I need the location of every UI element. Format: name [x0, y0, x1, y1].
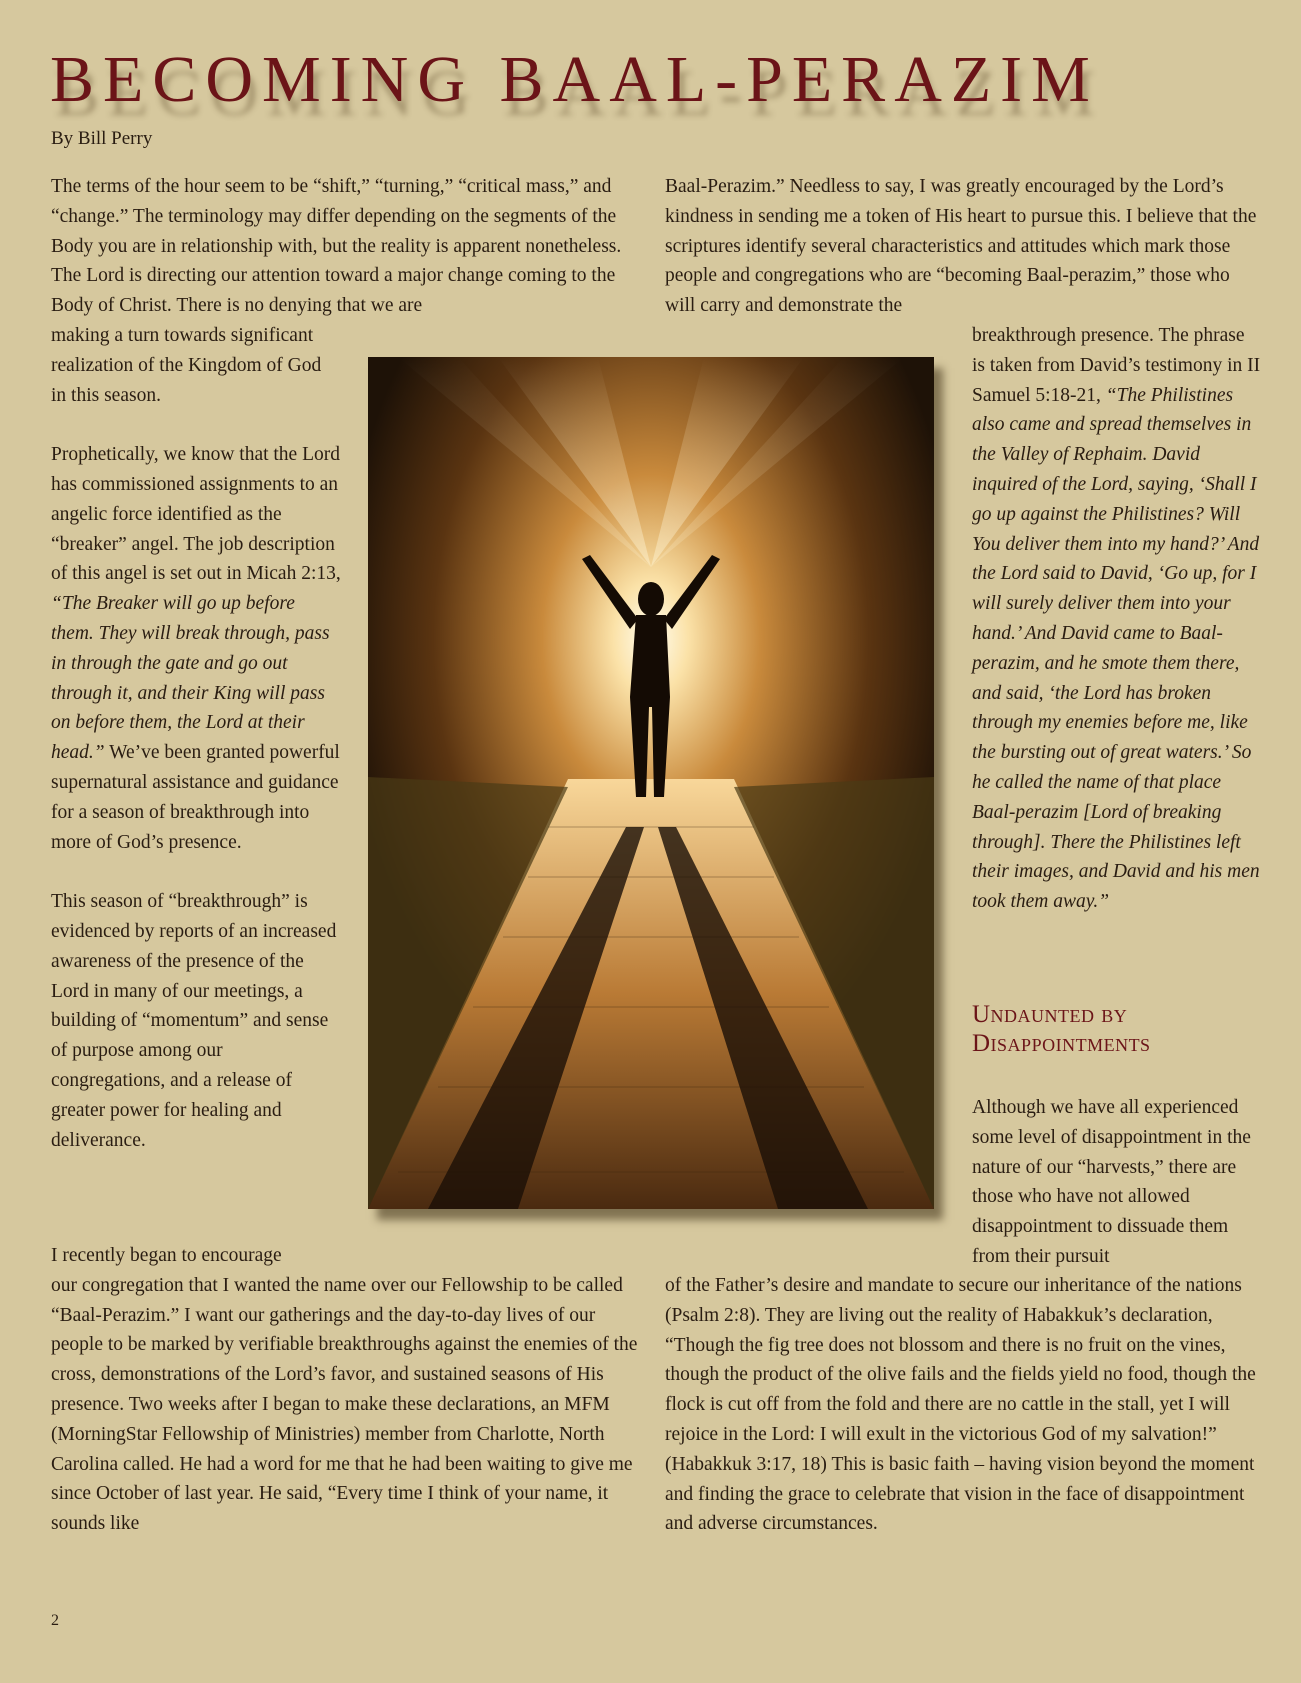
section-subheading: Undaunted by Disappointments: [972, 1001, 1151, 1057]
column-left-wrap: [51, 321, 341, 1155]
paragraph-breaker-angel: [51, 440, 341, 857]
samuel-intro: breakthrough presence. The phrase is taken from David’s testimony in II Samuel 5:18-21,: [972, 325, 1261, 406]
paragraph-breakthrough-season: This season of “breakthrough” is evidenced by reports of an increased awareness of the presence of the Lord in many of our meetings, a building of “momentum” and sense of purpose among our congregations, and a release of greater power for healing and deliverance.: [51, 891, 337, 1151]
page-number: 2: [51, 1612, 59, 1629]
paragraph-encourage: our congregation that I wanted the name over our Fellowship to be called “Baal-Perazim.” I want our gatherings and the day-to-day lives of our people to be marked by verifiable breakthroughs against the enemies of the cross, demonstrations of the Lord’s favor, and sustained seasons of His presence. Two weeks after I began to make these declarations, an MFM (MorningStar Fellowship of Ministries) member from Charlotte, North Carolina called. He had a word for me that he had been waiting to give me since October of last year. He said, “Every time I think of your name, it sounds like: [51, 1274, 638, 1535]
column-left-bottom: [51, 1241, 641, 1539]
paragraph-habakkuk: of the Father’s desire and mandate to secure our inheritance of the nations (Psalm 2:8). They are living out the reality of Habakkuk’s declaration, “Though the fig tree does not blossom and there is no fruit on the vines, though the product of the olive fails and the fields yield no food, though the flock is cut off from the fold and there are no cattle in the stall, yet I will rejoice in the Lord: I will exult in the victorious God of my salvation!” (Habakkuk 3:17, 18) This is basic faith – having vision beyond the moment and finding the grace to celebrate that vision in the face of disappointment and adverse circumstances.: [665, 1275, 1256, 1535]
column-right-wrap: [972, 321, 1262, 917]
column-left-top: [51, 172, 641, 321]
column-right-wrap2: [972, 1093, 1262, 1272]
paragraph-kingdom: making a turn towards significant realization of the Kingdom of God in this season.: [51, 325, 322, 406]
column-right-bottom: [665, 1271, 1259, 1539]
paragraph-encouraged: Baal-Perazim.” Needless to say, I was greatly encouraged by the Lord’s kindness in sending me a token of His heart to pursue this. I believe that the scriptures identify several characteristics and attitudes which mark those people and congregations who are “becoming Baal-perazim,” those who will carry and demonstrate the: [665, 176, 1257, 317]
paragraph-disappointment: Although we have all experienced some level of disappointment in the nature of our “harvests,” there are those who have not allowed disappointment to dissuade them from their pursuit: [972, 1097, 1251, 1267]
paragraph-breaker-text-end: We’ve been granted powerful supernatural assistance and guidance for a season of breakthrough into more of God’s presence.: [51, 742, 340, 853]
paragraph-breaker-text: Prophetically, we know that the Lord has commissioned assignments to an angelic force identified as the “breaker” angel. The job description of this angel is set out in Micah 2:13,: [51, 444, 341, 585]
samuel-quote: “The Philistines also came and spread themselves in the Valley of Rephaim. David inquired of the Lord, saying, ‘Shall I go up against the Philistines? Will You deliver them into my hand?’ And the Lord said to David, ‘Go up, for I will surely deliver them into your hand.’ And David came to Baal-perazim, and he smote them there, and said, ‘the Lord has broken through my enemies before me, like the bursting out of great waters.’ So he called the name of that place Baal-perazim [Lord of breaking through]. There the Philistines left their images, and David and his men took them away.”: [972, 384, 1260, 913]
byline: By Bill Perry: [51, 128, 153, 149]
column-right-top: [665, 172, 1259, 321]
article-title: BECOMING BAAL-PERAZIM: [50, 43, 1099, 116]
paragraph-intro: The terms of the hour seem to be “shift,” “turning,” “critical mass,” and “change.” The terminology may differ depending on the segments of the Body you are in relationship with, but the reality is apparent nonetheless. The Lord is directing our attention toward a major change coming to the Body of Christ. There is no denying that we are: [51, 176, 622, 317]
paragraph-samuel: [972, 321, 1262, 917]
paragraph-encourage-first-line: I recently began to encourage: [51, 1245, 282, 1266]
feature-photo: [368, 357, 934, 1209]
micah-quote: “The Breaker will go up before them. They will break through, pass in through the gate and go out through it, and their King will pass on before them, the Lord at their head.”: [51, 593, 330, 764]
